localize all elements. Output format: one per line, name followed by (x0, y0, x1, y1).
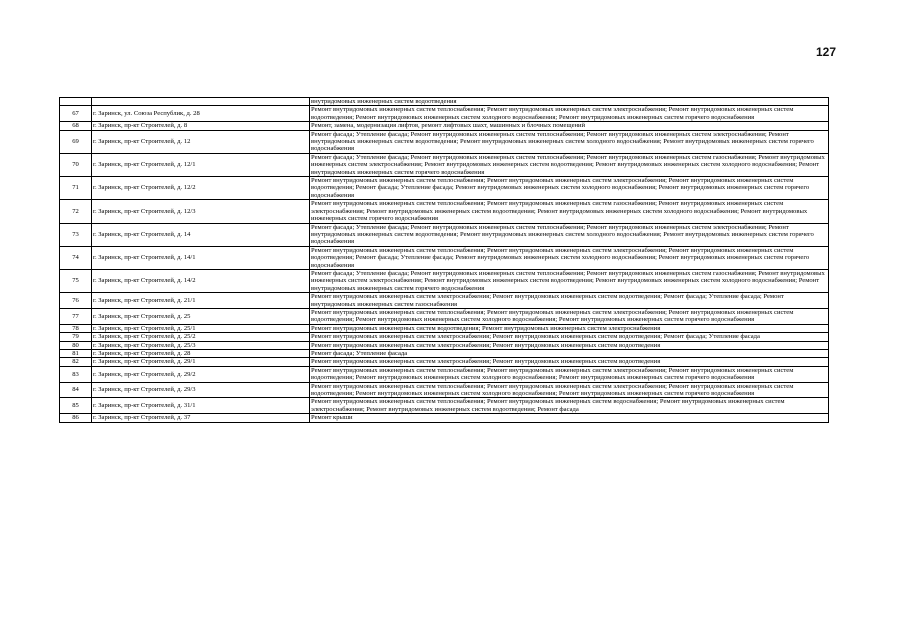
row-number-cell: 75 (60, 269, 92, 292)
table-row (60, 177, 829, 200)
row-number-cell: 82 (60, 358, 92, 366)
work-description-cell: Ремонт фасада; Утепление фасада; Ремонт внутридомовых инженерных систем теплоснабжения; Ремонт внутридомовых инженерных систем электроснабжения; Ремонт внутридомовых инженерных систем водоотведения; Ремонт внутридомовых инженерных систем холодного водоснабжения; Ремонт внутридомовых инженерных систем горячего водоснабжения (310, 130, 829, 153)
row-number-cell: 70 (60, 153, 92, 176)
work-description-cell: Ремонт внутридомовых инженерных систем электроснабжения; Ремонт внутридомовых инженерных систем водоотведения (310, 341, 829, 349)
address-cell: г. Заринск, пр-кт Строителей, д. 29/3 (92, 382, 310, 398)
table-row (60, 341, 829, 349)
table-row (60, 308, 829, 324)
address-cell: г. Заринск, пр-кт Строителей, д. 14/2 (92, 269, 310, 292)
work-description-cell: Ремонт фасада; Утепление фасада; Ремонт внутридомовых инженерных систем теплоснабжения; Ремонт внутридомовых инженерных систем газоснабжения; Ремонт внутридомовых инженерных систем электроснабжения; Ремонт внутридомовых инженерных систем водоотведения; Ремонт внутридомовых инженерных систем холодного водоснабжения; Ремонт внутридомовых инженерных систем горячего водоснабжения (310, 269, 829, 292)
table-row (60, 269, 829, 292)
work-description-cell: Ремонт фасада; Утепление фасада (310, 350, 829, 358)
table-row (60, 106, 829, 122)
address-cell: г. Заринск, пр-кт Строителей, д. 25 (92, 308, 310, 324)
address-cell: г. Заринск, пр-кт Строителей, д. 8 (92, 122, 310, 130)
table-row (60, 122, 829, 130)
address-cell: г. Заринск, пр-кт Строителей, д. 12/3 (92, 200, 310, 223)
row-number-cell: 69 (60, 130, 92, 153)
work-description-cell: внутридомовых инженерных систем водоотведения (310, 98, 829, 106)
work-description-cell: Ремонт внутридомовых инженерных систем теплоснабжения; Ремонт внутридомовых инженерных систем электроснабжения; Ремонт внутридомовых инженерных систем водоотведения; Ремонт внутридомовых инженерных систем холодного водоснабжения; Ремонт внутридомовых инженерных систем горячего водоснабжения (310, 106, 829, 122)
address-cell: г. Заринск, пр-кт Строителей, д. 25/2 (92, 333, 310, 341)
address-cell: г. Заринск, пр-кт Строителей, д. 12 (92, 130, 310, 153)
page-number: 127 (815, 45, 836, 59)
table-row (60, 414, 829, 422)
row-number-cell: 73 (60, 223, 92, 246)
address-cell: г. Заринск, пр-кт Строителей, д. 21/1 (92, 293, 310, 309)
address-cell: г. Заринск, ул. Союза Республик, д. 28 (92, 106, 310, 122)
address-cell: г. Заринск, пр-кт Строителей, д. 28 (92, 350, 310, 358)
work-description-cell: Ремонт фасада; Утепление фасада; Ремонт внутридомовых инженерных систем теплоснабжения; Ремонт внутридомовых инженерных систем газоснабжения; Ремонт внутридомовых инженерных систем электроснабжения; Ремонт внутридомовых инженерных систем водоотведения; Ремонт внутридомовых инженерных систем холодного водоснабжения; Ремонт внутридомовых инженерных систем горячего водоснабжения (310, 153, 829, 176)
table-row (60, 366, 829, 382)
row-number-cell: 68 (60, 122, 92, 130)
table-row (60, 333, 829, 341)
table-row (60, 153, 829, 176)
work-description-cell: Ремонт внутридомовых инженерных систем электроснабжения; Ремонт внутридомовых инженерных систем водоотведения; Ремонт фасада; Утепление фасада (310, 333, 829, 341)
row-number-cell: 72 (60, 200, 92, 223)
work-description-cell: Ремонт внутридомовых инженерных систем теплоснабжения; Ремонт внутридомовых инженерных систем газоснабжения; Ремонт внутридомовых инженерных систем электроснабжения; Ремонт внутридомовых инженерных систем водоотведения; Ремонт внутридомовых инженерных систем холодного водоснабжения; Ремонт внутридомовых инженерных систем горячего водоснабжения (310, 200, 829, 223)
table-row (60, 200, 829, 223)
row-number-cell: 74 (60, 246, 92, 269)
work-description-cell: Ремонт внутридомовых инженерных систем водоотведения; Ремонт внутридомовых инженерных систем электроснабжения (310, 324, 829, 332)
address-cell: г. Заринск, пр-кт Строителей, д. 29/2 (92, 366, 310, 382)
address-cell: г. Заринск, пр-кт Строителей, д. 14/1 (92, 246, 310, 269)
work-description-cell: Ремонт внутридомовых инженерных систем теплоснабжения; Ремонт внутридомовых инженерных систем водоснабжения; Ремонт внутридомовых инженерных систем электроснабжения; Ремонт внутридомовых инженерных систем водоотведения; Ремонт фасада (310, 398, 829, 414)
row-number-cell: 67 (60, 106, 92, 122)
table-row (60, 223, 829, 246)
work-description-cell: Ремонт внутридомовых инженерных систем теплоснабжения; Ремонт внутридомовых инженерных систем электроснабжения; Ремонт внутридомовых инженерных систем водоотведения; Ремонт внутридомовых инженерных систем холодного водоснабжения; Ремонт внутридомовых инженерных систем горячего водоснабжения (310, 366, 829, 382)
address-cell (92, 98, 310, 106)
work-description-cell: Ремонт внутридомовых инженерных систем электроснабжения; Ремонт внутридомовых инженерных систем водоотведения; Ремонт фасада; Утепление фасада; Ремонт внутридомовых инженерных систем газоснабжения (310, 293, 829, 309)
row-number-cell: 80 (60, 341, 92, 349)
address-cell: г. Заринск, пр-кт Строителей, д. 25/1 (92, 324, 310, 332)
table-row (60, 98, 829, 106)
table-body (60, 98, 829, 423)
address-cell: г. Заринск, пр-кт Строителей, д. 37 (92, 414, 310, 422)
address-cell: г. Заринск, пр-кт Строителей, д. 14 (92, 223, 310, 246)
table-row (60, 130, 829, 153)
repair-table-container (59, 97, 829, 423)
table-row (60, 324, 829, 332)
table-row (60, 246, 829, 269)
row-number-cell: 77 (60, 308, 92, 324)
row-number-cell: 83 (60, 366, 92, 382)
row-number-cell: 78 (60, 324, 92, 332)
row-number-cell: 71 (60, 177, 92, 200)
address-cell: г. Заринск, пр-кт Строителей, д. 25/3 (92, 341, 310, 349)
row-number-cell (60, 98, 92, 106)
work-description-cell: Ремонт внутридомовых инженерных систем теплоснабжения; Ремонт внутридомовых инженерных систем электроснабжения; Ремонт внутридомовых инженерных систем водоотведения; Ремонт внутридомовых инженерных систем холодного водоснабжения; Ремонт внутридомовых инженерных систем горячего водоснабжения (310, 308, 829, 324)
table-row (60, 382, 829, 398)
row-number-cell: 79 (60, 333, 92, 341)
work-description-cell: Ремонт, замена, модернизация лифтов, ремонт лифтовых шахт, машинных и блочных помещений (310, 122, 829, 130)
work-description-cell: Ремонт внутридомовых инженерных систем электроснабжения; Ремонт внутридомовых инженерных систем водоотведения (310, 358, 829, 366)
work-description-cell: Ремонт внутридомовых инженерных систем теплоснабжения; Ремонт внутридомовых инженерных систем электроснабжения; Ремонт внутридомовых инженерных систем водоотведения; Ремонт фасада; Утепление фасада; Ремонт внутридомовых инженерных систем холодного водоснабжения; Ремонт внутридомовых инженерных систем горячего водоснабжения (310, 246, 829, 269)
address-cell: г. Заринск, пр-кт Строителей, д. 29/1 (92, 358, 310, 366)
table-row (60, 293, 829, 309)
table-row (60, 398, 829, 414)
row-number-cell: 86 (60, 414, 92, 422)
work-description-cell: Ремонт внутридомовых инженерных систем теплоснабжения; Ремонт внутридомовых инженерных систем электроснабжения; Ремонт внутридомовых инженерных систем водоотведения; Ремонт фасада; Утепление фасада; Ремонт внутридомовых инженерных систем холодного водоснабжения; Ремонт внутридомовых инженерных систем горячего водоснабжения (310, 177, 829, 200)
row-number-cell: 85 (60, 398, 92, 414)
address-cell: г. Заринск, пр-кт Строителей, д. 31/1 (92, 398, 310, 414)
repair-table (59, 97, 829, 423)
table-row (60, 358, 829, 366)
table-row (60, 350, 829, 358)
address-cell: г. Заринск, пр-кт Строителей, д. 12/1 (92, 153, 310, 176)
address-cell: г. Заринск, пр-кт Строителей, д. 12/2 (92, 177, 310, 200)
work-description-cell: Ремонт фасада; Утепление фасада; Ремонт внутридомовых инженерных систем теплоснабжения; Ремонт внутридомовых инженерных систем электроснабжения; Ремонт внутридомовых инженерных систем водоотведения; Ремонт внутридомовых инженерных систем холодного водоснабжения; Ремонт внутридомовых инженерных систем горячего водоснабжения (310, 223, 829, 246)
row-number-cell: 76 (60, 293, 92, 309)
row-number-cell: 81 (60, 350, 92, 358)
row-number-cell: 84 (60, 382, 92, 398)
work-description-cell: Ремонт крыши (310, 414, 829, 422)
work-description-cell: Ремонт внутридомовых инженерных систем теплоснабжения; Ремонт внутридомовых инженерных систем электроснабжения; Ремонт внутридомовых инженерных систем водоотведения; Ремонт внутридомовых инженерных систем холодного водоснабжения; Ремонт внутридомовых инженерных систем горячего водоснабжения (310, 382, 829, 398)
